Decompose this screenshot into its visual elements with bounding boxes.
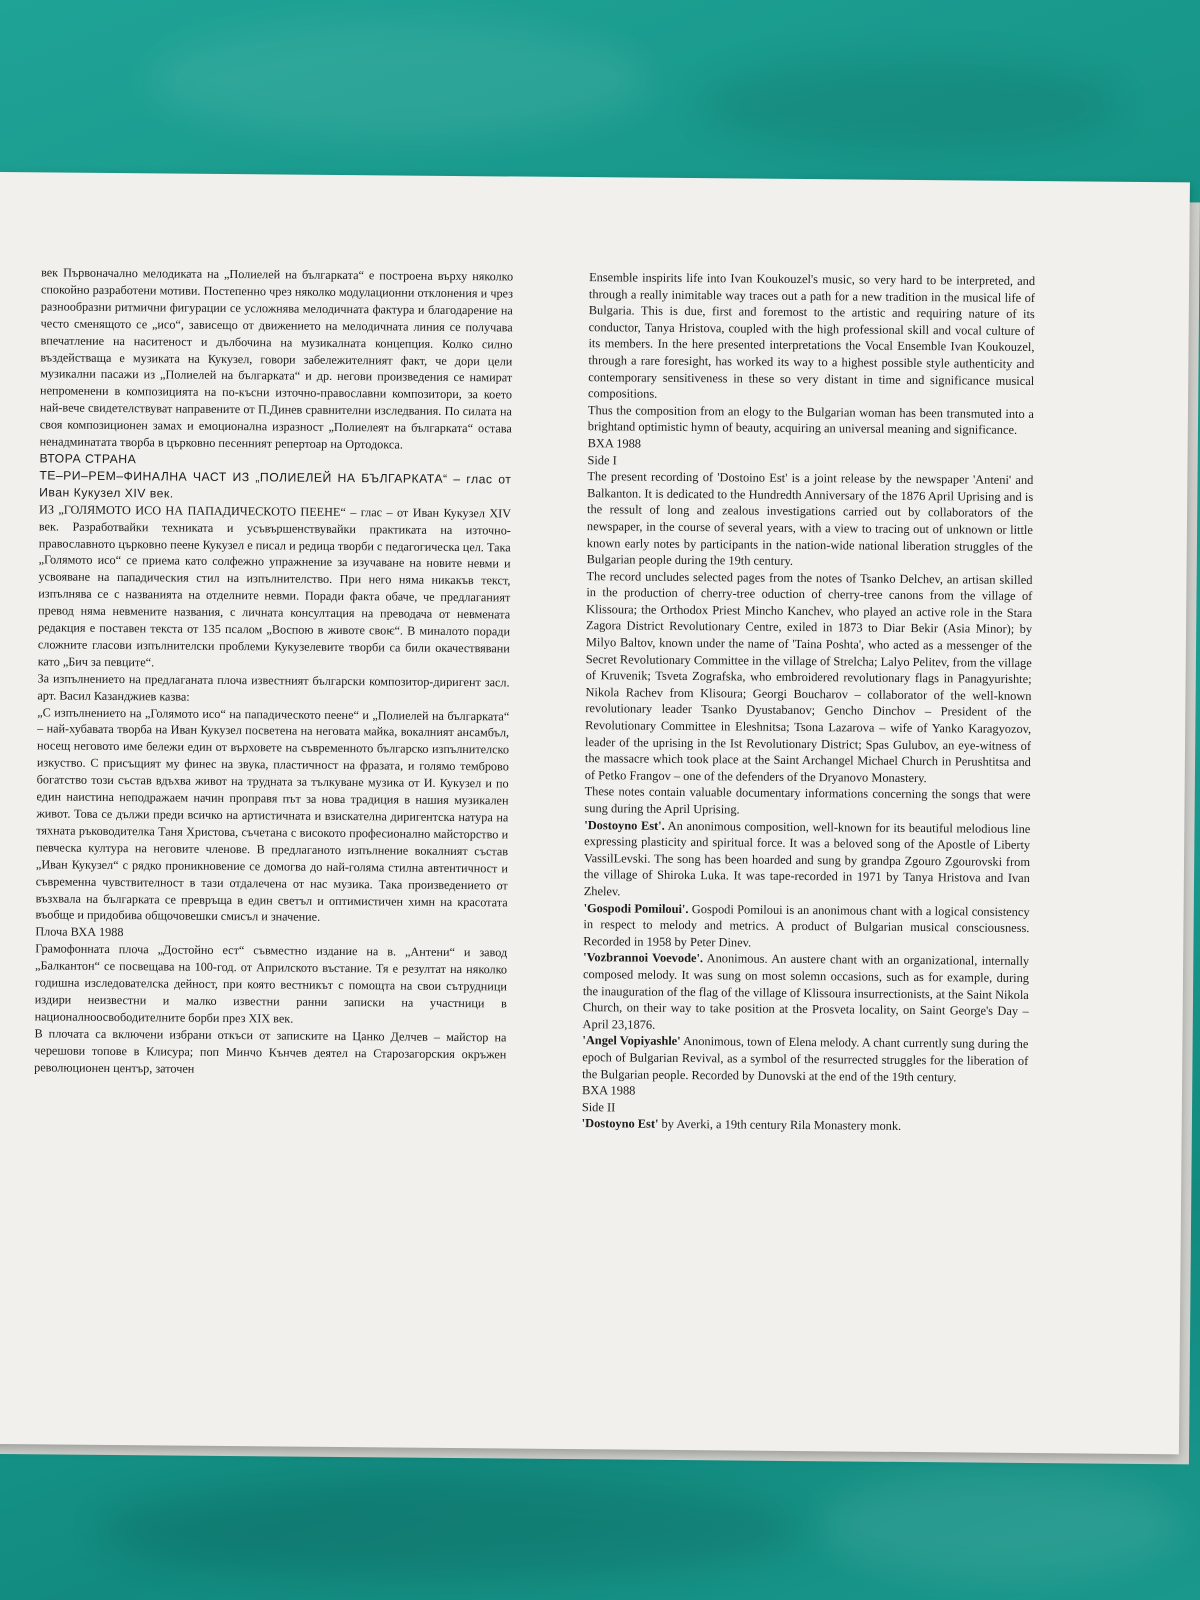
paragraph: The present recording of 'Dostoino Est' is a joint release by the newspaper 'Anteni' and Balkanton. It is dedicated to the Hundredth Anniversary of the 1876 April Uprising and is the ressult of long and zealous investigations carried out by collaborators of the newspaper, in the course of several years, with a view to tracing out of unknown or little known early notes by participants in the nation-wide national liberation struggles of the Bulgarian people during the 19th century.	[586, 469, 1034, 569]
track-entry	[582, 1032, 1028, 1086]
track-title: ТЕ–РИ–РЕМ–ФИНАЛНА ЧАСТ ИЗ „ПОЛИЕЛЕЙ НА БЪЛГАРКАТА“ – глас от Иван Кукузел XIV век.	[39, 468, 512, 501]
track-title: 'Dostoyno Est'.	[584, 817, 665, 833]
paragraph: Thus the composition from an elogy to the Bulgarian woman has been transmuted into a brightand optimistic hymn of beauty, acquiring an universal meaning and significance.	[587, 402, 1034, 438]
track-entry	[582, 1115, 1028, 1135]
track-description: An anonimous composition, well-known for its beautiful melodious line expressing plasticity and spiritual force. It was a beloved song of the Apostle of Liberty VassilLevski. The song has been hoarded and sung by grandpa Zgouro Zgourovski from the village of Shiroka Luka. It was tape-recorded in 1971 by Tanya Hristova and Ivan Zhelev.	[583, 818, 1031, 899]
paragraph: За изпълнението на предлаганата плоча известният български композитор-диригент засл. арт. Васил Казанджиев казва:	[37, 671, 510, 704]
track-title: 'Vozbrannoi Voevode'.	[583, 950, 704, 966]
english-text-column	[582, 269, 1036, 1136]
catalog-label: Плоча ВХА 1988	[35, 924, 124, 940]
cloth-shadow	[100, 1480, 800, 1580]
track-title: 'Gospodi Pomiloui'.	[583, 900, 689, 916]
track-title: 'Dostoyno Est'	[581, 1116, 659, 1132]
track-description: by Averki, a 19th century Rila Monastery monk.	[658, 1117, 902, 1134]
cloth-shadow	[700, 60, 1120, 150]
bulgarian-text-column	[34, 264, 513, 1080]
side-label: Side I	[587, 452, 617, 467]
track-entry	[584, 817, 1031, 904]
track-description: Anonimous, town of Elena melody. A chant currently sung during the epoch of Bulgarian Revival, as a symbol of the resurrected struggles for the liberation of the Bulgarian people. Recorded by Dunovski at the end of the 19th century.	[582, 1034, 1029, 1084]
catalog-label: BXA 1988	[587, 436, 642, 451]
track-description: Anonimous. An austere chant with an organizational, internally composed melody. It was sung on most solemn occasions, such as for example, during the inauguration of the flag of the village of Klissoura insurrectionists, at the Saint Nikola Church, on their way to take position at the Prosveta locality, on Saint George's Day – April 23,1876.	[582, 951, 1030, 1032]
paragraph: Ensemble inspirits life into Ivan Koukouzel's music, so very hard to be interpreted, and through a really inimitable way traces out a path for a new tradition in the musical life of Bulgaria. This is due, first and foremost to the artistic and requiring nature of its conductor, Tanya Hristova, coupled with the high professional skill and vocal culture of its members. In the here presented interpretations the Vocal Ensemble Ivan Koukouzel, through a rare foresight, has worked its way to a highest possible style authenticity and contemporary sensitiveness in these so very distant in time and significance musical compositions.	[588, 270, 1036, 401]
liner-notes-sheet	[0, 172, 1190, 1454]
quote-paragraph: „С изпълнението на „Голямото исо“ на пападическото пеене“ и „Полиелей на българката“ – най-хубавата творба на Иван Кукузел посветена на неговата майка, вокалният ансамбъл, носещ неговото име бележи един от върховете на съвременното българско изпълнителско изкуство. С присъщият му финес на звука, пластичност на фразата, и голямо темброво богатство този състав вдъхва живот на трудната за тълкуване музика от И. Кукузел и по един наистина неподражаем начин проправя път за нова традиция в нашия музикален живот. Това се дължи преди всичко на артистичната и взискателна диригентска натура на тяхната ръководителка Таня Христова, съчетана с високото професионално майсторство и певческа култура на неговите членове. В предлаганото изпълнение вокалният състав „Иван Кукузел“ с рядко проникновение се домогва до най-голяма стилна автентичност и съвременна чувствителност в тази отдалечена от нас музика. Така произведението от възхвала на българката се превръща в един светъл и оптимистичен химн на красотата въобще и придобива общочовешки смисъл и значение.	[35, 704, 510, 925]
cloth-highlight	[820, 1470, 1180, 1580]
side-label: Side II	[581, 1099, 616, 1115]
paragraph: Грамофонната плоча „Достойно ест“ съвместно издание на в. „Антени“ и завод „Балкантон“ се посвещава на 100-год. от Априлското въстание. Тя е резултат на няколко годишна изследователска дейност, при която вестникът с помощта на свои сътрудници издири неизвестни и малко известни ранни записки на участници в националноосвободителните борби през XIX век.	[34, 941, 508, 1026]
track-entry	[583, 900, 1029, 954]
paragraph: век Първоначално мелодиката на „Полиелей на българката“ е построена върху няколко спокойно разработени мотиви. Постепенно чрез няколко модулационни отклонения и чрез разнообразни ритмични фигурации се усложнява мелодичната фактура и благодарение на често сменящото се „исо“, зависещо от движението на мелодичната линия се получава впечатление на наситеност и дълбочина на музикалната концепция. Колко силно въздействаща е музиката на Кукузел, говори забележителният факт, че дори цели музикални пасажи из „Полиелей на българката“ и др. негови произведения се намират непроменени в композицията на по-късни източно-православни композитори, за което най-вече свидетелствуват направените от П.Динев сравнителни изследвания. По силата на своя композиционен замах и емоционална изразност „Полиелеят на българката“ остава ненадминатата творба в църковно песенният репертоар на Ортодокса.	[39, 265, 514, 452]
track-description: Gospodi Pomiloui is an anonimous chant with a logical consistency in respect to melody and metrics. A product of Bulgarian musical consciousness. Recorded in 1958 by Peter Dinev.	[583, 901, 1030, 950]
side-two-heading: ВТОРА СТРАНА	[39, 451, 137, 467]
paragraph: The record uncludes selected pages from the notes of Tsanko Delchev, an artisan skilled in the production of cherry-tree oduction of cherry-tree canons from the village of Klissoura; the Orthodox Priest Mincho Kanchev, who played an active role in the Stara Zagora District Revolutionary Centre, exiled in 1873 to Diar Bekir (Asia Minor); by Milyo Baltov, known under the name of 'Taina Poshta', who acted as a messenger of the Secret Revolutionary Committee in the village of Strelcha; Lalyo Pelitev, from the village of Kruvenik; Tsveta Zografska, who embroidered revolutionary flags in Panagyurishte; Nikola Rachev from Klisoura; Georgi Boucharov – collaborator of the well-known revolutionary leader Tsanko Dyustabanov; Gencho Dinchov – President of the Revolutionary Committee in Eleshnitsa; Tsona Lazarova – wife of Yanko Karagyozov, leader of the uprising in the Ist Revolutionary District; Spas Gulubov, an eye-witness of the massacre which took place at the Saint Archangel Michael Church in Perushtitsa and of Petko Frangov – one of the defenders of the Dryanovo Monastery.	[584, 568, 1033, 785]
paragraph: В плочата са включени избрани откъси от записките на Цанко Делчев – майстор на черешови топове в Клисура; поп Минчо Кънчев деятел на Старозагорския окръжен революционен център, заточен	[34, 1026, 507, 1076]
track-title: 'Angel Vopiyashle'	[582, 1033, 681, 1049]
track-entry	[583, 949, 1030, 1036]
paragraph: These notes contain valuable documentary informations concerning the songs that were sung during the April Uprising.	[584, 784, 1031, 817]
catalog-label: BXA 1988	[581, 1083, 636, 1098]
paragraph: ИЗ „ГОЛЯМОТО ИСО НА ПАПАДИЧЕСКОТО ПЕЕНЕ“ – глас – от Иван Кукузел XIV век. Разработвайки техниката и усъвършенствувайки практиката на източно-православното църковно пеене Кукузел е писал и редица творби с педагогическа цел. Така „Голямото исо“ се приема като солфежно упражнение за изучаване на новите невми и усвояване на пападическия стил на изпълнителство. При него няма никакъв текст, изпълнява се с названията на отделните невми. Поради факта обаче, че предлаганият превод няма невмените названия, с личната консултация на преводача от невмената редакция е поставен текста от 135 псалом „Воспою в животе своѥ“. В миналото поради сложните гласови изпълнителски проблеми Кукузелевите творби са били окачествявани като „Бич за певците“.	[37, 502, 512, 670]
cloth-highlight	[150, 20, 650, 140]
